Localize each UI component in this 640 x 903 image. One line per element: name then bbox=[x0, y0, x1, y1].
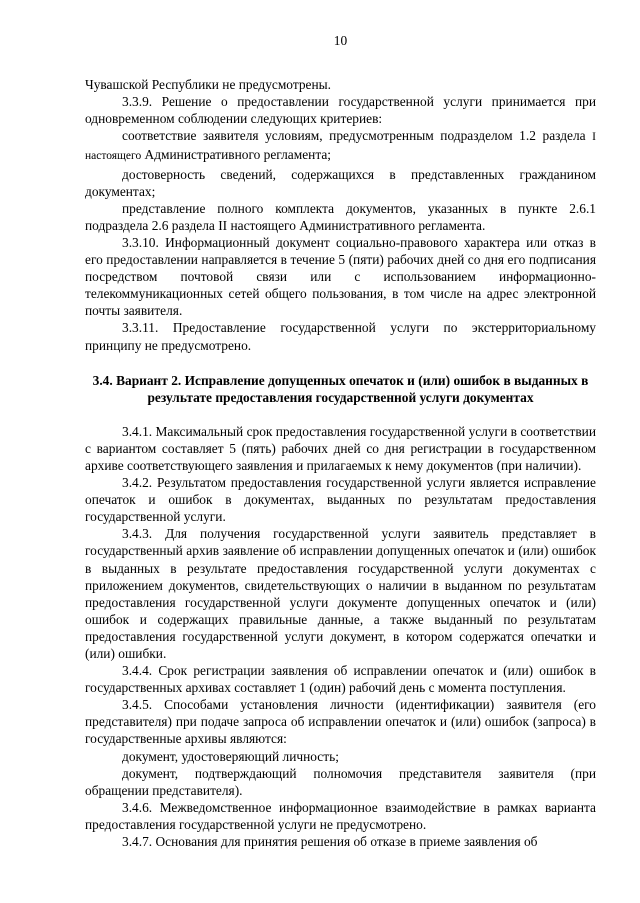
paragraph-3-4-5: 3.4.5. Способами установления личности (идентификации) заявителя (его представителя) при подаче запроса об исправлении опечаток и (или) ошибок (запроса) в государственные архивы являются: bbox=[85, 697, 596, 747]
paragraph-3-3-10: 3.3.10. Информационный документ социально-правового характера или отказ в его предоставлении направляется в течение 5 (пяти) рабочих дней со дня его подписания посредством почтовой связи или с использованием информационно-телекоммуникационных сетей общего пользования, в том числе на адрес электронной почты заявителя. bbox=[85, 234, 596, 319]
section-heading: 3.4. Вариант 2. Исправление допущенных опечаток и (или) ошибок в выданных в результате предоставления государственной услуги документах bbox=[92, 372, 589, 405]
paragraph-3-3-11: 3.3.11. Предоставление государственной услуги по экстерриториальному принципу не предусмотрено. bbox=[85, 320, 596, 353]
paragraph-3-4-1: 3.4.1. Максимальный срок предоставления государственной услуги в соответствии с вариантом составляет 5 (пять) рабочих дней со дня регистрации в государственном архиве соответствующего заявления и прилагаемых к нему документов (при наличии). bbox=[85, 423, 596, 473]
document-page bbox=[85, 32, 596, 850]
identification-item: документ, подтверждающий полномочия представителя заявителя (при обращении представителя). bbox=[85, 765, 596, 798]
paragraph: Чувашской Республики не предусмотрены. bbox=[85, 77, 331, 93]
paragraph-3-4-3: 3.4.3. Для получения государственной услуги заявитель представляет в государственный архив заявление об исправлении допущенных опечаток и (или) ошибок в выданных в результате предоставления государственной услуги документах с приложением документов, свидетельствующих о наличии в выданном по результатам предоставления государственной услуги документе допущенных опечаток и (или) ошибок и содержащих правильные данные, а также выданный по результатам предоставления государственной услуги документ, в котором содержатся опечатки и (или) ошибки. bbox=[85, 526, 596, 661]
criterion-item: представление полного комплекта документов, указанных в пункте 2.6.1 подраздела 2.6 раздела II настоящего Административного регламента. bbox=[85, 200, 596, 233]
paragraph-3-4-2: 3.4.2. Результатом предоставления государственной услуги является исправление опечаток и ошибок в документах, выданных по результатам предоставления государственной услуги. bbox=[85, 475, 596, 525]
identification-item: документ, удостоверяющий личность; bbox=[122, 748, 339, 764]
page-number: 10 bbox=[333, 33, 348, 48]
criterion-text-start: соответствие заявителя условиям, предусмотренным подразделом 1.2 раздела bbox=[122, 128, 593, 144]
paragraph-3-4-7: 3.4.7. Основания для принятия решения об отказе в приеме заявления об bbox=[122, 834, 538, 850]
paragraph-3-4-6: 3.4.6. Межведомственное информационное взаимодействие в рамках варианта предоставления государственной услуги не предусмотрено. bbox=[85, 799, 596, 832]
criterion-item: достоверность сведений, содержащихся в представленных гражданином документах; bbox=[85, 166, 596, 199]
criterion-text-small: I настоящего bbox=[85, 131, 596, 163]
criterion-text-end: Административного регламента; bbox=[141, 147, 331, 163]
paragraph-3-3-9: 3.3.9. Решение о предоставлении государственной услуги принимается при одновременном соблюдении следующих критериев: bbox=[85, 94, 596, 127]
paragraph-3-4-4: 3.4.4. Срок регистрации заявления об исправлении опечаток и (или) ошибок в государственных архивах составляет 1 (один) рабочий день с момента поступления. bbox=[85, 663, 596, 696]
criterion-item bbox=[85, 127, 596, 165]
